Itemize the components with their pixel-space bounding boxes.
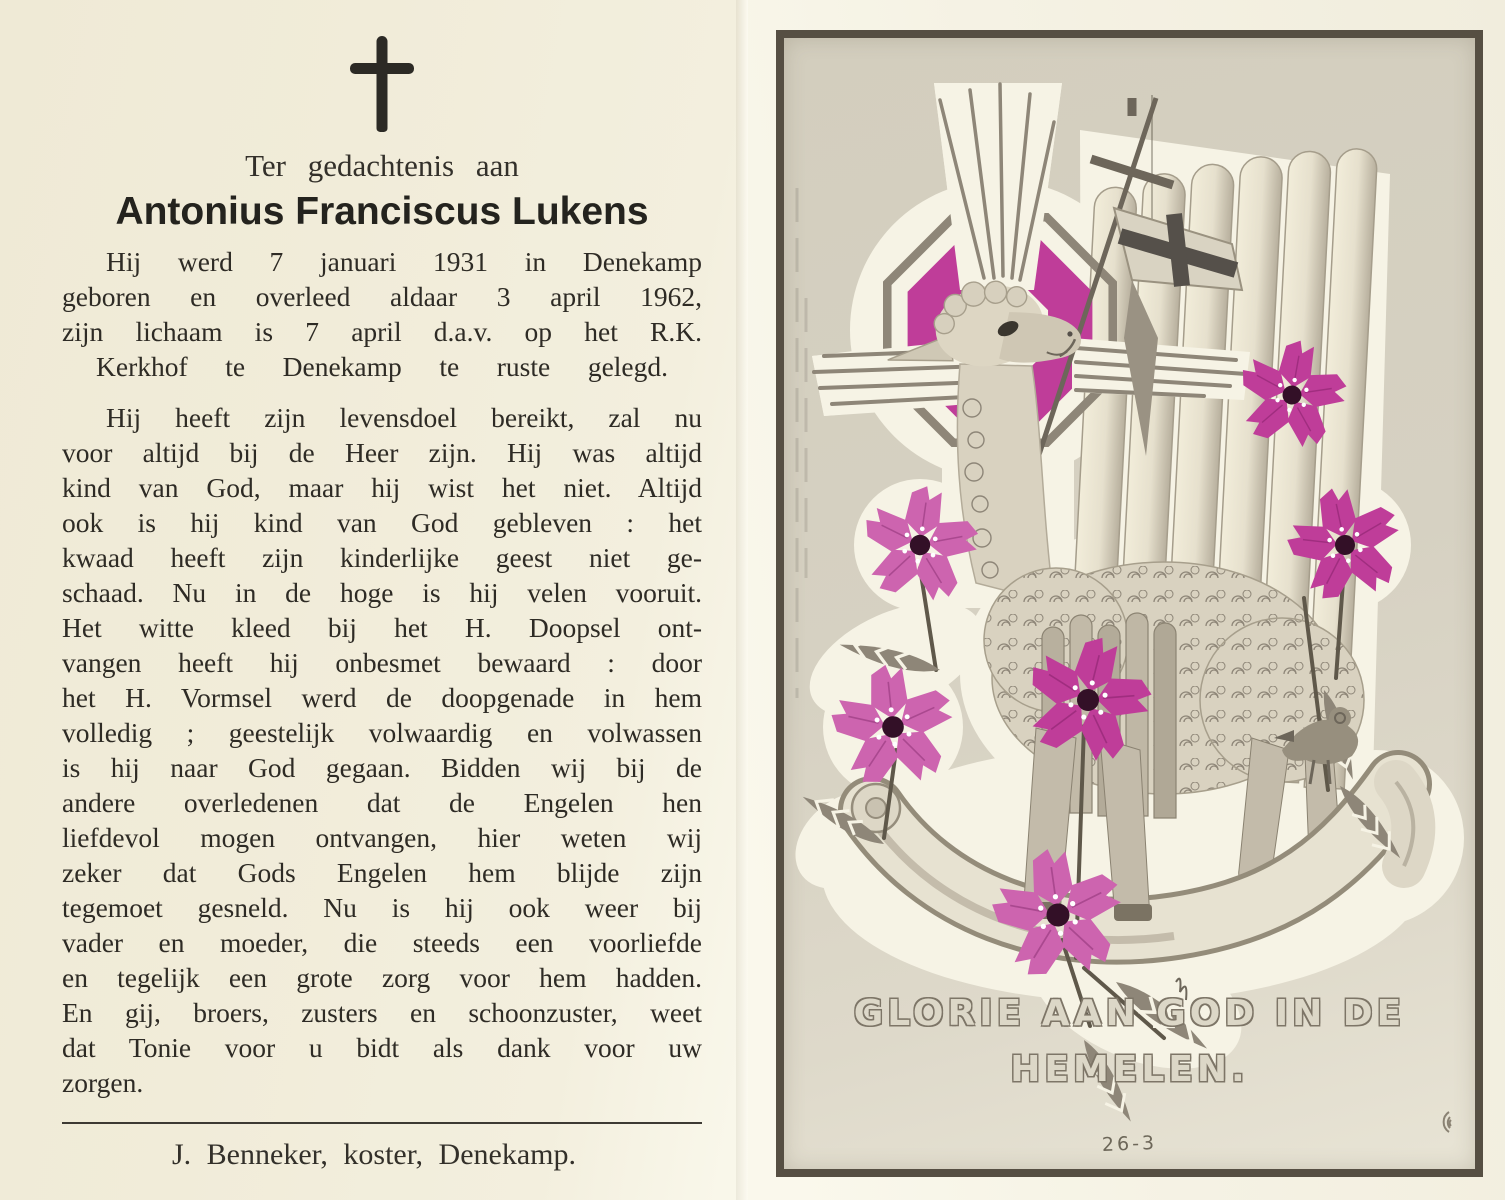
scan-scratches (797, 188, 806, 698)
text-line: vader en moeder, die steeds een voorliefde (62, 927, 702, 958)
text-line: En gij, broers, zusters en schoonzuster, weet (62, 997, 702, 1028)
text-line: kwaad heeft zijn kinderlijke geest niet ge- (62, 542, 702, 573)
text-line: Hij heeft zijn levensdoel bereikt, zal nu (106, 402, 702, 433)
text-line: geboren en overleed aldaar 3 april 1962, (62, 281, 702, 312)
memorial-intro: Ter gedachtenis aan (245, 148, 519, 183)
cross-horizontal-bar (350, 63, 414, 74)
print-code: 26-3 (1101, 1132, 1158, 1156)
text-line: dat Tonie voor u bidt als dank voor uw (62, 1032, 702, 1063)
page-fold (736, 0, 748, 1200)
text-line: volledig ; geestelijk volwaardig en volwassen (62, 717, 702, 748)
text-line: vangen heeft hij onbesmet bewaard : door (62, 647, 702, 678)
text-line: zorgen. (62, 1067, 144, 1098)
text-line: kind van God, maar hij wist het niet. Altijd (62, 472, 702, 503)
text-line: Kerkhof te Denekamp te ruste gelegd. (96, 351, 668, 382)
text-column (0, 36, 748, 1100)
footer-divider (62, 1122, 702, 1124)
cross-vertical-bar (377, 36, 388, 132)
biography-paragraph (62, 244, 702, 384)
publisher-line: J. Benneker, koster, Denekamp. (172, 1138, 576, 1171)
text-line: zeker dat Gods Engelen hem blijde zijn (62, 857, 702, 888)
caption-line2: HEMELEN. (1010, 1049, 1249, 1090)
right-page (748, 0, 1505, 1200)
text-line: schaad. Nu in de hoge is hij velen vooruit. (62, 577, 702, 608)
memorial-text-paragraph (62, 400, 702, 1100)
text-line: zijn lichaam is 7 april d.a.v. op het R.K. (62, 316, 702, 347)
text-line: tegemoet gesneld. Nu is hij ook weer bij (62, 892, 702, 923)
text-line: Het witte kleed bij het H. Doopsel ont- (62, 612, 702, 643)
caption (784, 986, 1475, 1098)
deceased-name: Antonius Franciscus Lukens (115, 190, 649, 233)
text-line: andere overledenen dat de Engelen hen (62, 787, 702, 818)
text-line: en tegelijk een grote zorg voor hem hadden. (62, 962, 702, 993)
printer-mark-icon (1429, 1106, 1455, 1138)
text-line: het H. Vormsel werd de doopgenade in hem (62, 682, 702, 713)
latin-cross-icon (350, 36, 414, 132)
text-line: ook is hij kind van God gebleven : het (62, 507, 702, 538)
text-line: liefdevol mogen ontvangen, hier weten wij (62, 822, 702, 853)
text-line: is hij naar God gegaan. Bidden wij bij de (62, 752, 702, 783)
text-line: Hij werd 7 januari 1931 in Denekamp (106, 246, 702, 277)
text-line: voor altijd bij de Heer zijn. Hij was altijd (62, 437, 702, 468)
left-page (0, 0, 748, 1200)
caption-line1: GLORIE AAN GOD IN DE (853, 993, 1406, 1034)
holy-card-frame (776, 30, 1483, 1177)
